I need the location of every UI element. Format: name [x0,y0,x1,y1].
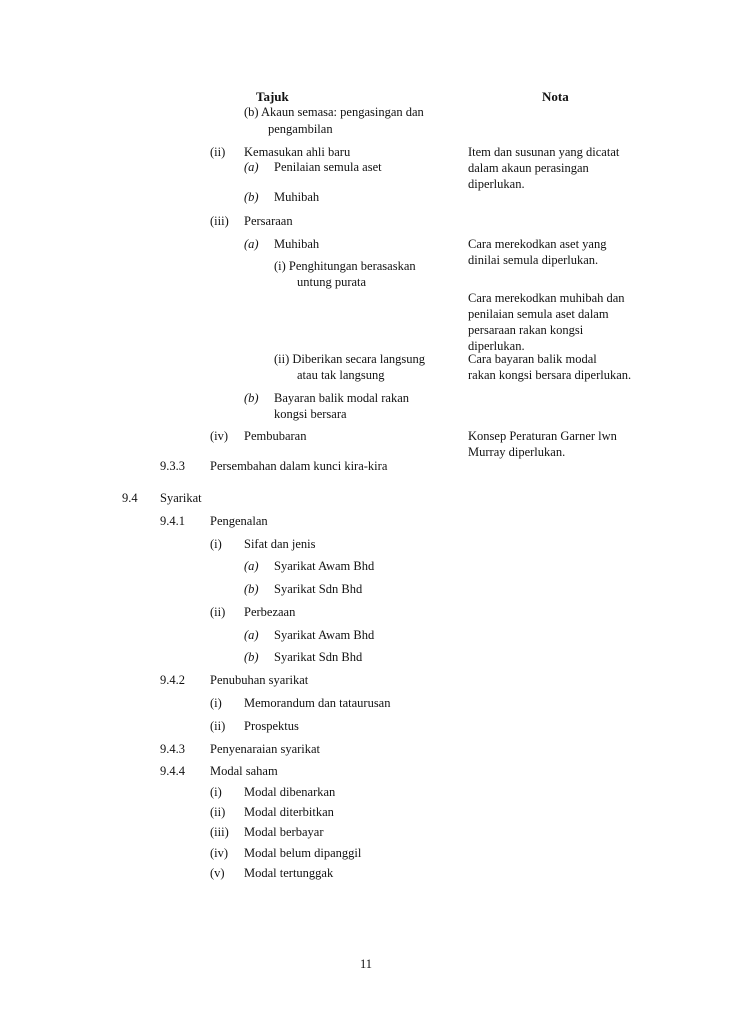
nota-line: Cara bayaran balik modal [468,352,597,366]
item-9-4-4-i-label: (i) [210,785,222,799]
item-9-4-4-i-text: Modal dibenarkan [244,785,336,799]
item-iii-a-ii: (ii) Diberikan secara langsung [274,352,425,366]
item-9-4-1-i-text: Sifat dan jenis [244,537,316,551]
item-iv-text: Pembubaran [244,429,307,443]
nota-line: Item dan susunan yang dicatat [468,145,620,159]
item-9-4-1-i-label: (i) [210,537,222,551]
item-9-4-4-iv-label: (iv) [210,846,229,860]
item-ii-label: (ii) [210,145,226,159]
item-9-4-4-iii-label: (iii) [210,825,229,839]
section-9-4-title: Syarikat [160,491,202,505]
item-9-4-1-ii-a-label: (a) [244,628,259,642]
item-9-4-4-ii-text: Modal diterbitkan [244,805,334,819]
item-iii-a-i: (i) Penghitungan berasaskan [274,259,416,273]
nota-line: dinilai semula diperlukan. [468,253,599,267]
item-iii-b-label: (b) [244,391,259,405]
nota-line: penilaian semula aset dalam [468,307,609,321]
section-9-4-2-title: Penubuhan syarikat [210,673,309,687]
item-9-4-2-i-label: (i) [210,696,222,710]
section-9-4-3-title: Penyenaraian syarikat [210,742,321,756]
item-9-4-1-i-a-label: (a) [244,559,259,573]
nota-line: diperlukan. [468,177,525,191]
item-9-4-1-i-b-label: (b) [244,582,259,596]
item-iii-b-cont: kongsi bersara [274,407,347,421]
nota-line: diperlukan. [468,339,525,353]
section-9-4-number: 9.4 [122,491,138,505]
section-9-4-1-title: Pengenalan [210,514,268,528]
item-9-4-2-ii-label: (ii) [210,719,226,733]
item-iii-a-label: (a) [244,237,259,251]
nota-line: Cara merekodkan muhibah dan [468,291,625,305]
section-9-4-3-number: 9.4.3 [160,742,185,756]
item-9-4-1-i-b-text: Syarikat Sdn Bhd [274,582,363,596]
header-nota: Nota [542,89,569,104]
item-9-4-4-ii-label: (ii) [210,805,226,819]
nota-line: persaraan rakan kongsi [468,323,584,337]
item-9-4-4-v-text: Modal tertunggak [244,866,334,880]
item-iv-label: (iv) [210,429,229,443]
nota-line: dalam akaun perasingan [468,161,589,175]
section-9-3-3-title: Persembahan dalam kunci kira-kira [210,459,388,473]
nota-line: Murray diperlukan. [468,445,566,459]
item-iii-a-i-cont: untung purata [297,275,367,289]
nota-line: Cara merekodkan aset yang [468,237,607,251]
nota-line: rakan kongsi bersara diperlukan. [468,368,632,382]
section-9-4-2-number: 9.4.2 [160,673,185,687]
item-9-4-2-ii-text: Prospektus [244,719,299,733]
item-9-4-4-iv-text: Modal belum dipanggil [244,846,362,860]
item-9-4-4-iii-text: Modal berbayar [244,825,324,839]
item-9-4-1-ii-b-label: (b) [244,650,259,664]
item-9-4-1-ii-a-text: Syarikat Awam Bhd [274,628,375,642]
item-9-4-4-v-label: (v) [210,866,225,880]
item-ii-b-text: Muhibah [274,190,320,204]
item-9-4-1-i-a-text: Syarikat Awam Bhd [274,559,375,573]
item-9-4-1-ii-b-text: Syarikat Sdn Bhd [274,650,363,664]
item-iii-text: Persaraan [244,214,293,228]
item-iii-b-text: Bayaran balik modal rakan [274,391,410,405]
item-ii-text: Kemasukan ahli baru [244,145,351,159]
item-9-4-1-ii-label: (ii) [210,605,226,619]
item-9-4-1-ii-text: Perbezaan [244,605,296,619]
header-tajuk: Tajuk [256,89,289,104]
item-iii-label: (iii) [210,214,229,228]
section-9-4-4-number: 9.4.4 [160,764,185,778]
page-number: 11 [360,957,373,971]
item-iii-a-ii-cont: atau tak langsung [297,368,385,382]
item-b-akaun-semasa-cont: pengambilan [268,122,333,136]
item-ii-b-label: (b) [244,190,259,204]
item-iii-a-text: Muhibah [274,237,320,251]
item-b-akaun-semasa: (b) Akaun semasa: pengasingan dan [244,105,424,119]
section-9-3-3-number: 9.3.3 [160,459,185,473]
item-9-4-2-i-text: Memorandum dan tataurusan [244,696,391,710]
item-ii-a-text: Penilaian semula aset [274,160,382,174]
section-9-4-1-number: 9.4.1 [160,514,185,528]
item-ii-a-label: (a) [244,160,259,174]
nota-line: Konsep Peraturan Garner lwn [468,429,617,443]
section-9-4-4-title: Modal saham [210,764,278,778]
